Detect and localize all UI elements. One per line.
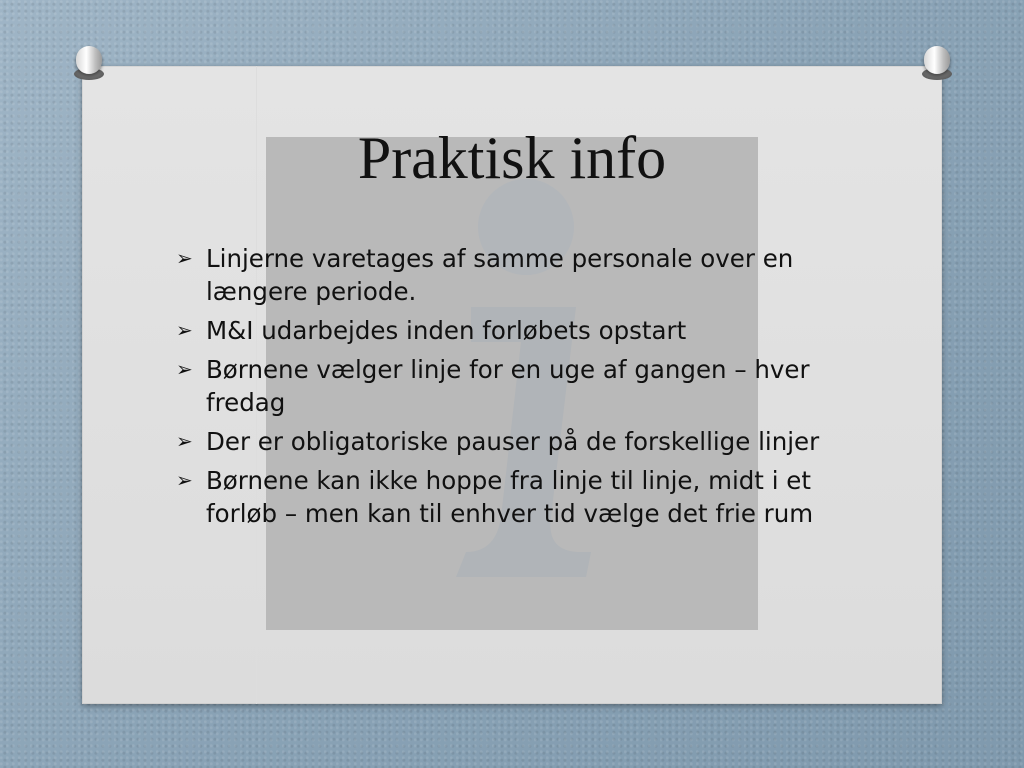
list-item: [176, 242, 848, 308]
list-item: [176, 464, 848, 530]
arrow-bullet-icon: ➢: [176, 429, 193, 453]
list-item: [176, 353, 848, 419]
slide-title: Praktisk info: [357, 125, 667, 191]
arrow-bullet-icon: ➢: [176, 468, 193, 492]
bullet-text: Børnene vælger linje for en uge af gangen – hver fredag: [206, 355, 810, 417]
pushpin-icon: [74, 46, 104, 80]
arrow-bullet-icon: ➢: [176, 246, 193, 270]
bullet-text: M&I udarbejdes inden forløbets opstart: [206, 316, 687, 345]
list-item: [176, 314, 848, 347]
arrow-bullet-icon: ➢: [176, 318, 193, 342]
pushpin-icon: [922, 46, 952, 80]
bullet-list: [176, 242, 848, 536]
bullet-text: Der er obligatoriske pauser på de forskellige linjer: [206, 427, 820, 456]
list-item: [176, 425, 848, 458]
bullet-text: Børnene kan ikke hoppe fra linje til linje, midt i et forløb – men kan til enhver tid vælge det frie rum: [206, 466, 814, 528]
arrow-bullet-icon: ➢: [176, 357, 193, 381]
bullet-text: Linjerne varetages af samme personale over en længere periode.: [206, 244, 794, 306]
